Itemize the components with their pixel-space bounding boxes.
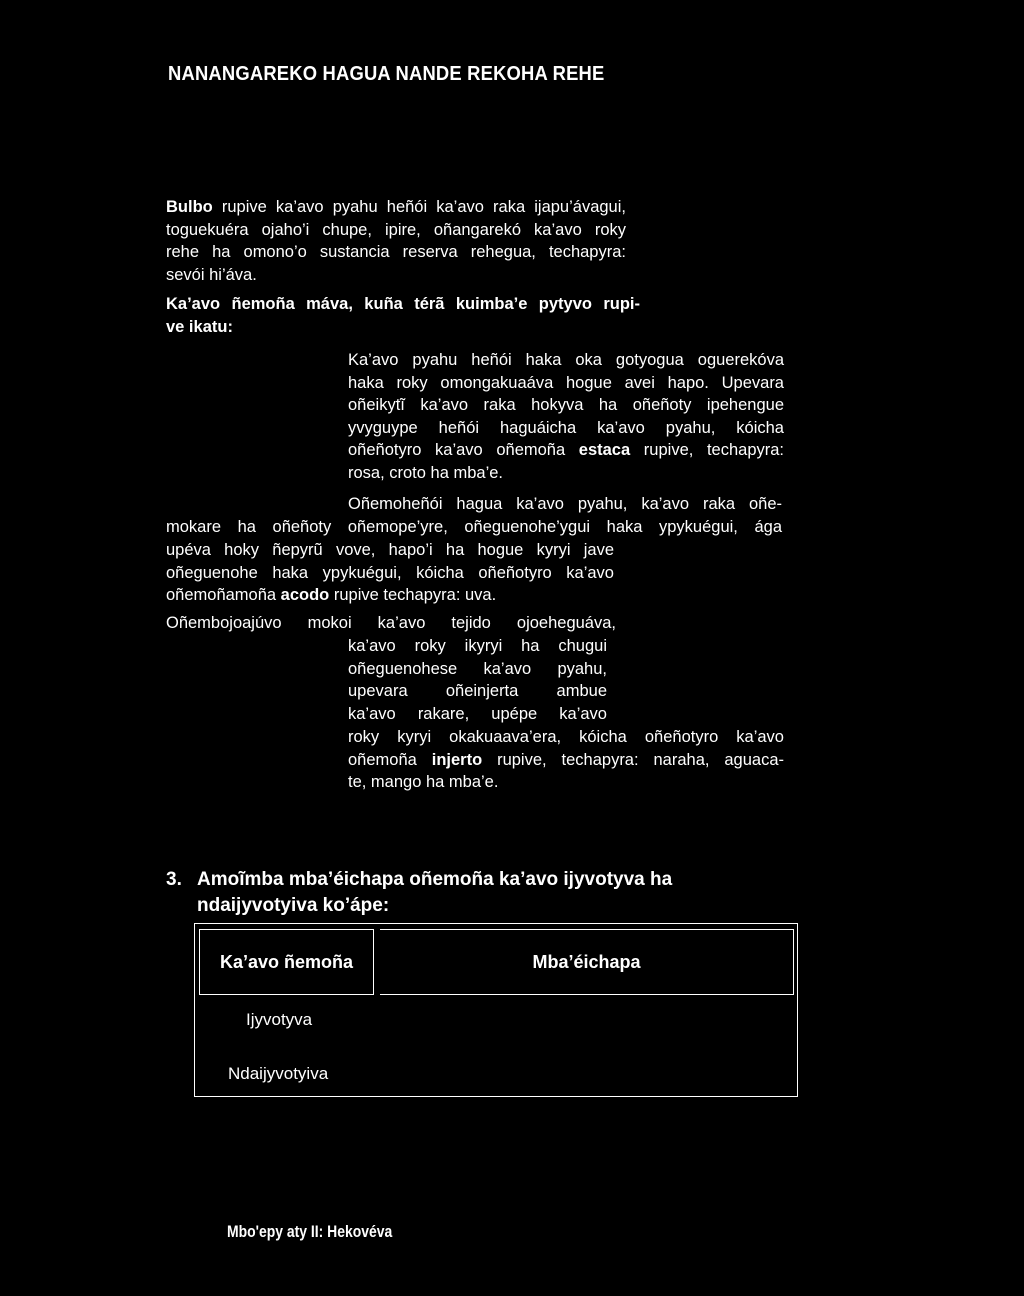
table-header-mba-eichapa: Mba’éichapa (380, 929, 794, 995)
text-line: ka’avo rakare, upépe ka’avo (348, 704, 607, 723)
question-text (197, 867, 717, 919)
term-estaca: estaca (578, 441, 631, 460)
paragraph-estaca (348, 349, 784, 485)
text-line: Oñembojoajúvo mokoi ka’avo tejido ojoeheguáva, (166, 614, 616, 632)
text-line: ve ikatu: (166, 317, 233, 336)
table-row-label-ijyvotyva: Ijyvotyva (246, 1010, 313, 1029)
text-line: rehe ha omono’o sustancia reserva rehegua, techapyra: (166, 243, 626, 262)
text-line: oñemoña injerto rupive, techapyra: naraha, aguaca- (348, 750, 785, 769)
paragraph-intro (166, 293, 640, 338)
text-line: Oñemoheñói hagua ka’avo pyahu, ka’avo raka oñe- (348, 495, 782, 513)
page-footer: Mbo'epy aty II: Hekovéva (227, 1222, 393, 1241)
text-line: sevói hi’áva. (166, 265, 257, 284)
question-number: 3. (166, 869, 182, 890)
text-line: haka roky omongakuaáva hogue avei hapo. Upevara (348, 373, 784, 392)
text-line: mokare ha oñeñoty oñemope’yre, oñeguenohe’ygui haka ypykuégui, ága (166, 518, 782, 536)
term-acodo: acodo (280, 586, 330, 605)
text-line: yvyguype heñói haguáicha ka’avo pyahu, kóicha (348, 418, 784, 437)
paragraph-injerto-narrow (348, 635, 607, 725)
paragraph-injerto-rest (348, 726, 784, 794)
text-line: Ka’avo pyahu heñói haka oka gotyogua oguerekóva (348, 351, 784, 369)
term-injerto: injerto (431, 750, 483, 769)
text-line: oñeikytĩ ka’avo raka hokyva ha oñeñoty ipehengue (348, 396, 784, 415)
paragraph-injerto-first-line (166, 612, 616, 635)
text-line: te, mango ha mba’e. (348, 773, 499, 792)
text-line: toguekuéra ojaho’i chupe, ipire, oñangarekó ka’avo roky (166, 220, 626, 239)
paragraph-acodo (166, 516, 782, 539)
page-header: NANANGAREKO HAGUA NANDE REKOHA REHE (168, 63, 605, 85)
table-row-label-ndaijyvotyiva: Ndaijyvotyiva (228, 1064, 329, 1083)
text-line: upevara oñeinjerta ambue (348, 682, 607, 701)
text-line: oñeguenohe haka ypykuégui, kóicha oñeñotyro ka’avo (166, 563, 614, 582)
question-line: ndaijyvotyiva ko’ápe: (197, 895, 390, 916)
text-line: roky kyryi okakuaava’era, kóicha oñeñotyro ka’avo (348, 728, 784, 746)
text-line: Bulbo rupive ka’avo pyahu heñói ka’avo raka ijapu’ávagui, (166, 198, 626, 216)
paragraph-bulbo (166, 196, 626, 286)
paragraph-acodo-rest (166, 539, 614, 607)
text-line: upéva hoky ñepyrũ vove, hapo’i ha hogue kyryi jave (166, 541, 614, 559)
table-header-ka-avo-nemona: Ka’avo ñemoña (199, 929, 374, 995)
text-line: oñeguenohese ka’avo pyahu, (348, 659, 607, 678)
text-line: ka’avo roky ikyryi ha chugui (348, 637, 607, 655)
term-bulbo: Bulbo (166, 198, 213, 216)
answer-cell[interactable] (380, 995, 798, 1095)
text-line: oñemoñamoña acodo rupive techapyra: uva. (166, 586, 497, 605)
text-line: Ka’avo ñemoña máva, kuña térã kuimba’e pytyvo rupi- (166, 295, 640, 313)
paragraph-acodo-first-line (348, 493, 782, 516)
text-line: oñeñotyro ka’avo oñemoña estaca rupive, techapyra: (348, 441, 784, 460)
question-line: Amoĩmba mba’éichapa oñemoña ka’avo ijyvotyva ha (197, 869, 673, 890)
text-line: rosa, croto ha mba’e. (348, 463, 503, 482)
